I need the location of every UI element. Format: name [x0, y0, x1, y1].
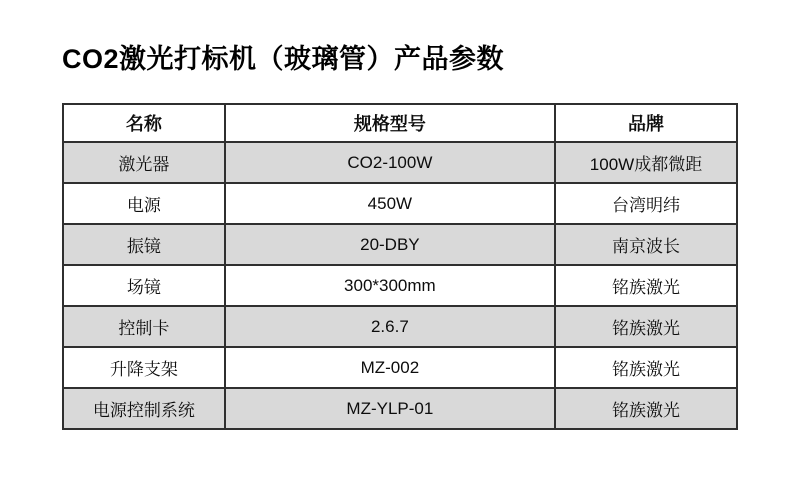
- page-title: CO2激光打标机（玻璃管）产品参数: [62, 44, 505, 74]
- cell-brand: 铭族激光: [555, 347, 737, 388]
- column-header-brand: 品牌: [555, 104, 737, 142]
- table-row: [63, 183, 737, 224]
- cell-name: 振镜: [63, 224, 225, 265]
- cell-brand: 铭族激光: [555, 265, 737, 306]
- table-row: [63, 224, 737, 265]
- cell-model: 300*300mm: [225, 265, 555, 306]
- cell-brand: 铭族激光: [555, 388, 737, 429]
- spec-table: [62, 103, 738, 430]
- cell-name: 电源控制系统: [63, 388, 225, 429]
- cell-brand: 100W成都微距: [555, 142, 737, 183]
- table-row: [63, 347, 737, 388]
- table-row: [63, 265, 737, 306]
- cell-model: 2.6.7: [225, 306, 555, 347]
- cell-model: 20-DBY: [225, 224, 555, 265]
- table-row: [63, 142, 737, 183]
- cell-name: 场镜: [63, 265, 225, 306]
- cell-name: 电源: [63, 183, 225, 224]
- cell-name: 激光器: [63, 142, 225, 183]
- table-row: [63, 306, 737, 347]
- cell-name: 控制卡: [63, 306, 225, 347]
- table-header-row: [63, 104, 737, 142]
- column-header-model: 规格型号: [225, 104, 555, 142]
- cell-brand: 铭族激光: [555, 306, 737, 347]
- cell-brand: 台湾明纬: [555, 183, 737, 224]
- cell-name: 升降支架: [63, 347, 225, 388]
- table-row: [63, 388, 737, 429]
- column-header-name: 名称: [63, 104, 225, 142]
- cell-brand: 南京波长: [555, 224, 737, 265]
- cell-model: MZ-002: [225, 347, 555, 388]
- cell-model: CO2-100W: [225, 142, 555, 183]
- cell-model: MZ-YLP-01: [225, 388, 555, 429]
- cell-model: 450W: [225, 183, 555, 224]
